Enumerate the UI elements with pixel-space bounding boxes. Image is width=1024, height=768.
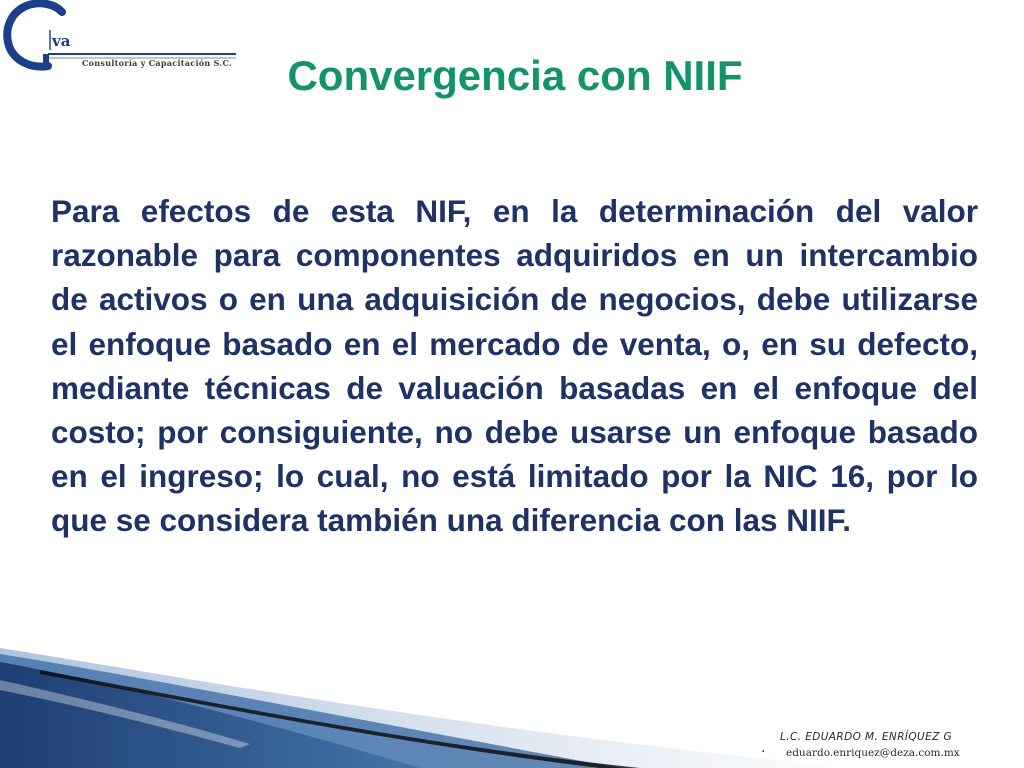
slide-body-text: Para efectos de esta NIF, en la determinación del valor razonable para componentes adquiridos en un intercambio de activos o en una adquisición de negocios, debe utilizarse el enfoque basado en el mercado de venta, o, en su defecto, mediante técnicas de valuación basadas en el enfoque del costo; por consiguiente, no debe usarse un enfoque basado en el ingreso; lo cual, no está limitado por la NIC 16, por lo que se considera también una diferencia con las NIIF. [51, 193, 978, 539]
slide-title: Convergencia con NIIF [287, 52, 743, 99]
logo-company-name: Consultoría y Capacitación S.C. [82, 58, 233, 68]
footer-author-name: L.C. EDUARDO M. ENRÍQUEZ G [780, 731, 953, 743]
footer-dot: . [761, 740, 766, 756]
footer-email: eduardo.enriquez@deza.com.mx [786, 747, 960, 759]
logo-monogram: va [52, 32, 71, 50]
